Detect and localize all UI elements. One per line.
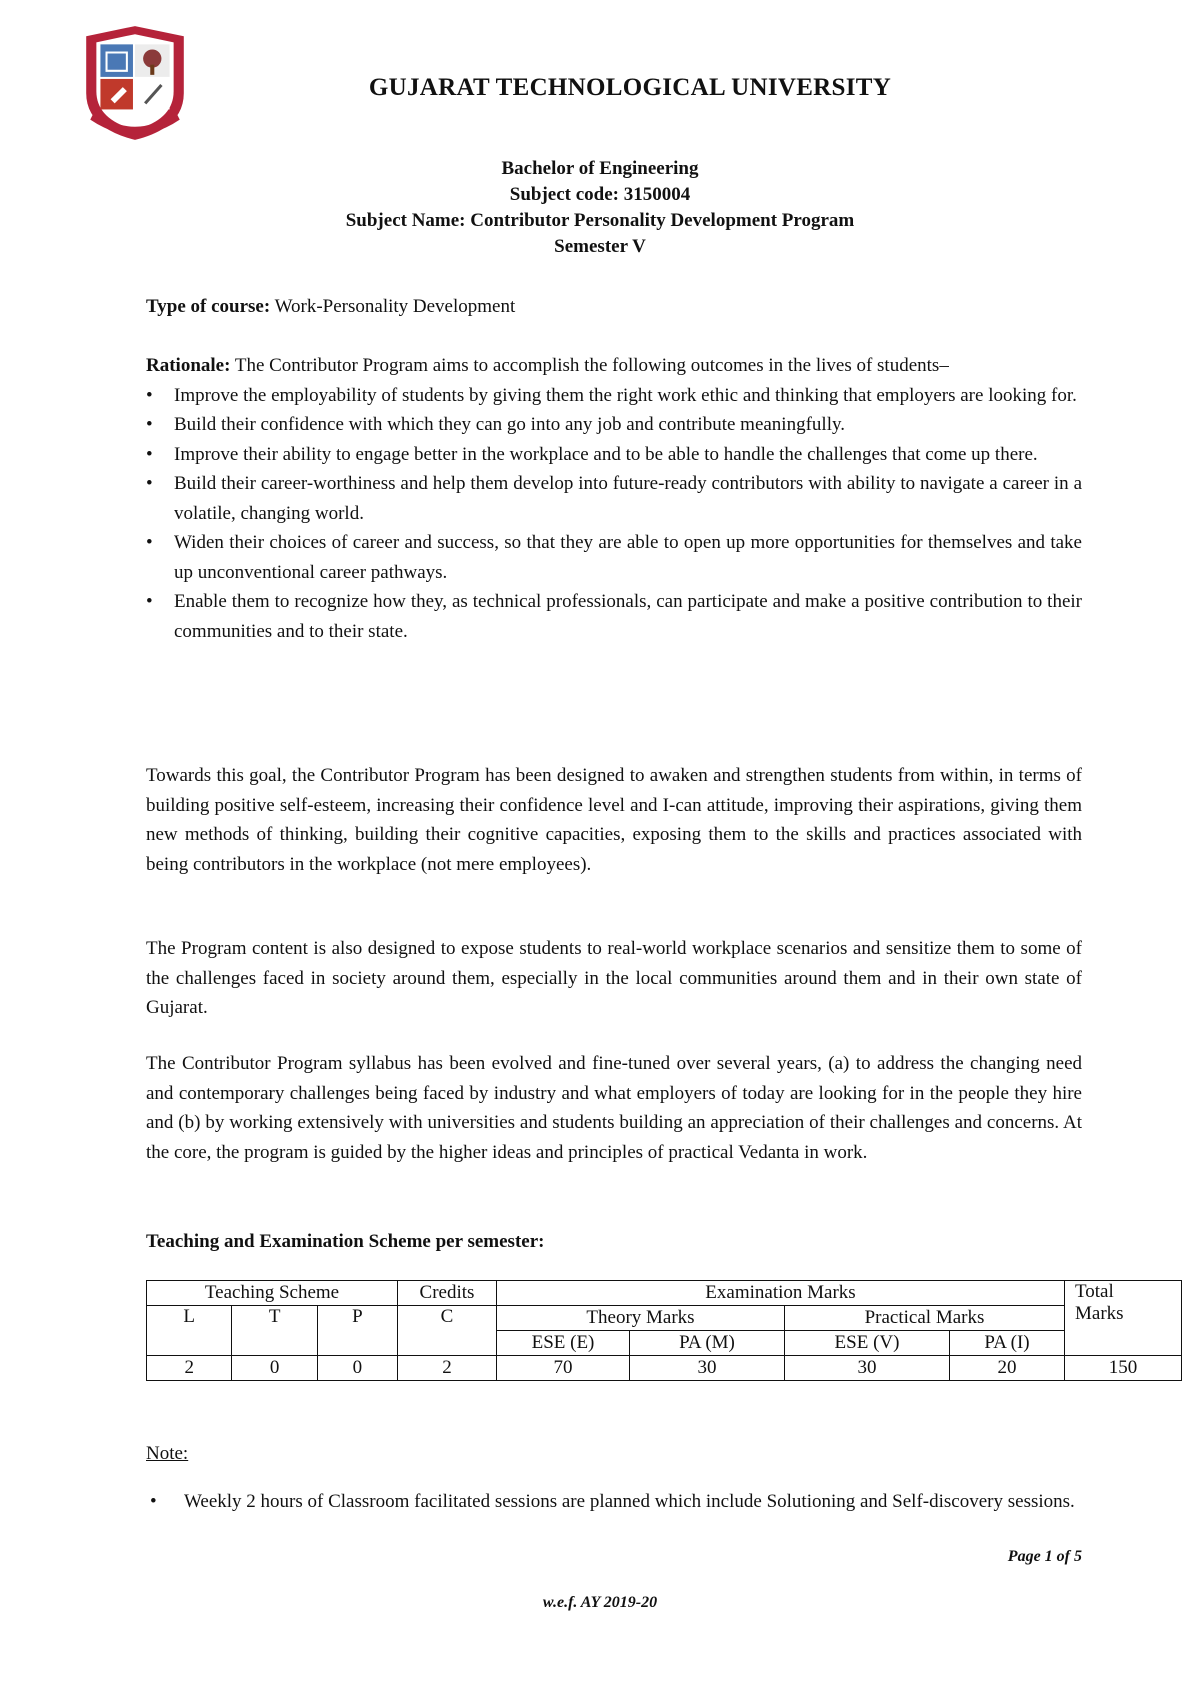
marks-label: Marks bbox=[1075, 1303, 1124, 1324]
note-label: Note: bbox=[146, 1443, 189, 1464]
table-header-cell: Teaching Scheme bbox=[147, 1281, 398, 1306]
scheme-table bbox=[146, 1280, 1182, 1381]
course-type bbox=[146, 292, 1082, 322]
table-header-cell: Theory Marks bbox=[497, 1306, 785, 1331]
semester: Semester V bbox=[554, 236, 646, 257]
table-header-cell: ESE (E) bbox=[497, 1331, 630, 1356]
table-header-cell: PA (I) bbox=[950, 1331, 1065, 1356]
list-item: • Weekly 2 hours of Classroom facilitated sessions are planned which include Solutioning and Self-discovery sessions. bbox=[146, 1487, 1082, 1517]
table-cell: 2 bbox=[398, 1356, 497, 1381]
rationale-intro bbox=[146, 351, 1082, 381]
wef-footer: w.e.f. AY 2019-20 bbox=[542, 1594, 658, 1611]
program-name: Bachelor of Engineering bbox=[501, 158, 699, 179]
note-list bbox=[146, 1487, 1082, 1517]
table-header-cell: T bbox=[232, 1306, 317, 1356]
table-cell: 2 bbox=[147, 1356, 232, 1381]
table-header-cell: L bbox=[147, 1306, 232, 1356]
table-header-cell bbox=[1065, 1281, 1182, 1356]
table-header-cell: P bbox=[317, 1306, 397, 1356]
table-header-cell: Credits bbox=[398, 1281, 497, 1306]
table-row bbox=[147, 1281, 1182, 1306]
course-type-value: Work-Personality Development bbox=[270, 296, 516, 317]
paragraph: The Program content is also designed to expose students to real-world workplace scenarios and sensitize them to some of the challenges faced in society around them, especially in the local communities around them and in their own state of Gujarat. bbox=[146, 938, 1082, 1018]
course-type-label: Type of course: bbox=[146, 296, 271, 317]
table-header-cell: Examination Marks bbox=[497, 1281, 1065, 1306]
list-item: • Build their career-worthiness and help them develop into future-ready contributors with ability to navigate a career in a volatile, changing world. bbox=[146, 469, 1082, 528]
list-item: • Improve their ability to engage better in the workplace and to be able to handle the challenges that come up there. bbox=[146, 440, 1082, 470]
page-number: Page 1 of 5 bbox=[1007, 1548, 1082, 1565]
table-cell: 0 bbox=[317, 1356, 397, 1381]
rationale-bullets bbox=[146, 381, 1082, 647]
table-header-cell: ESE (V) bbox=[785, 1331, 950, 1356]
rationale-section bbox=[146, 351, 1082, 646]
table-cell: 30 bbox=[785, 1356, 950, 1381]
table-header-cell: PA (M) bbox=[630, 1331, 785, 1356]
total-label: Total bbox=[1075, 1281, 1114, 1302]
list-item: • Widen their choices of career and success, so that they are able to open up more opportunities for themselves and take up unconventional career pathways. bbox=[146, 528, 1082, 587]
paragraph: The Contributor Program syllabus has been evolved and fine-tuned over several years, (a) to address the changing need and contemporary challenges being faced by industry and what employers of today are looking for in the people they hire and (b) by working extensively with universities and students building an appreciation of their challenges and concerns. At the core, the program is guided by the higher ideas and principles of practical Vedanta in work. bbox=[146, 1053, 1082, 1163]
table-cell: 70 bbox=[497, 1356, 630, 1381]
list-item: • Build their confidence with which they can go into any job and contribute meaningfully. bbox=[146, 410, 1082, 440]
rationale-label: Rationale: bbox=[146, 355, 231, 376]
table-header-cell: C bbox=[398, 1306, 497, 1356]
subject-code: Subject code: 3150004 bbox=[509, 184, 691, 205]
list-item: • Enable them to recognize how they, as technical professionals, can participate and make a positive contribution to their communities and to their state. bbox=[146, 587, 1082, 646]
subject-name: Subject Name: Contributor Personality Development Program bbox=[345, 210, 855, 231]
university-title: GUJARAT TECHNOLOGICAL UNIVERSITY bbox=[368, 74, 892, 101]
paragraph: Towards this goal, the Contributor Program has been designed to awaken and strengthen students from within, in terms of building positive self-esteem, increasing their confidence level and I-can attitude, improving their aspirations, giving them new methods of thinking, building their cognitive capacities, exposing them to the skills and practices associated with being contributors in the workplace (not mere employees). bbox=[146, 765, 1082, 875]
rationale-text: The Contributor Program aims to accomplish the following outcomes in the lives of students– bbox=[230, 355, 949, 376]
course-header bbox=[0, 156, 1200, 260]
scheme-heading: Teaching and Examination Scheme per semester: bbox=[146, 1231, 545, 1252]
table-cell: 0 bbox=[232, 1356, 317, 1381]
list-item: • Improve the employability of students by giving them the right work ethic and thinking that employers are looking for. bbox=[146, 381, 1082, 411]
table-header-cell: Practical Marks bbox=[785, 1306, 1065, 1331]
table-cell: 30 bbox=[630, 1356, 785, 1381]
table-row bbox=[147, 1356, 1182, 1381]
table-cell: 20 bbox=[950, 1356, 1065, 1381]
table-cell: 150 bbox=[1065, 1356, 1182, 1381]
table-row bbox=[147, 1306, 1182, 1331]
